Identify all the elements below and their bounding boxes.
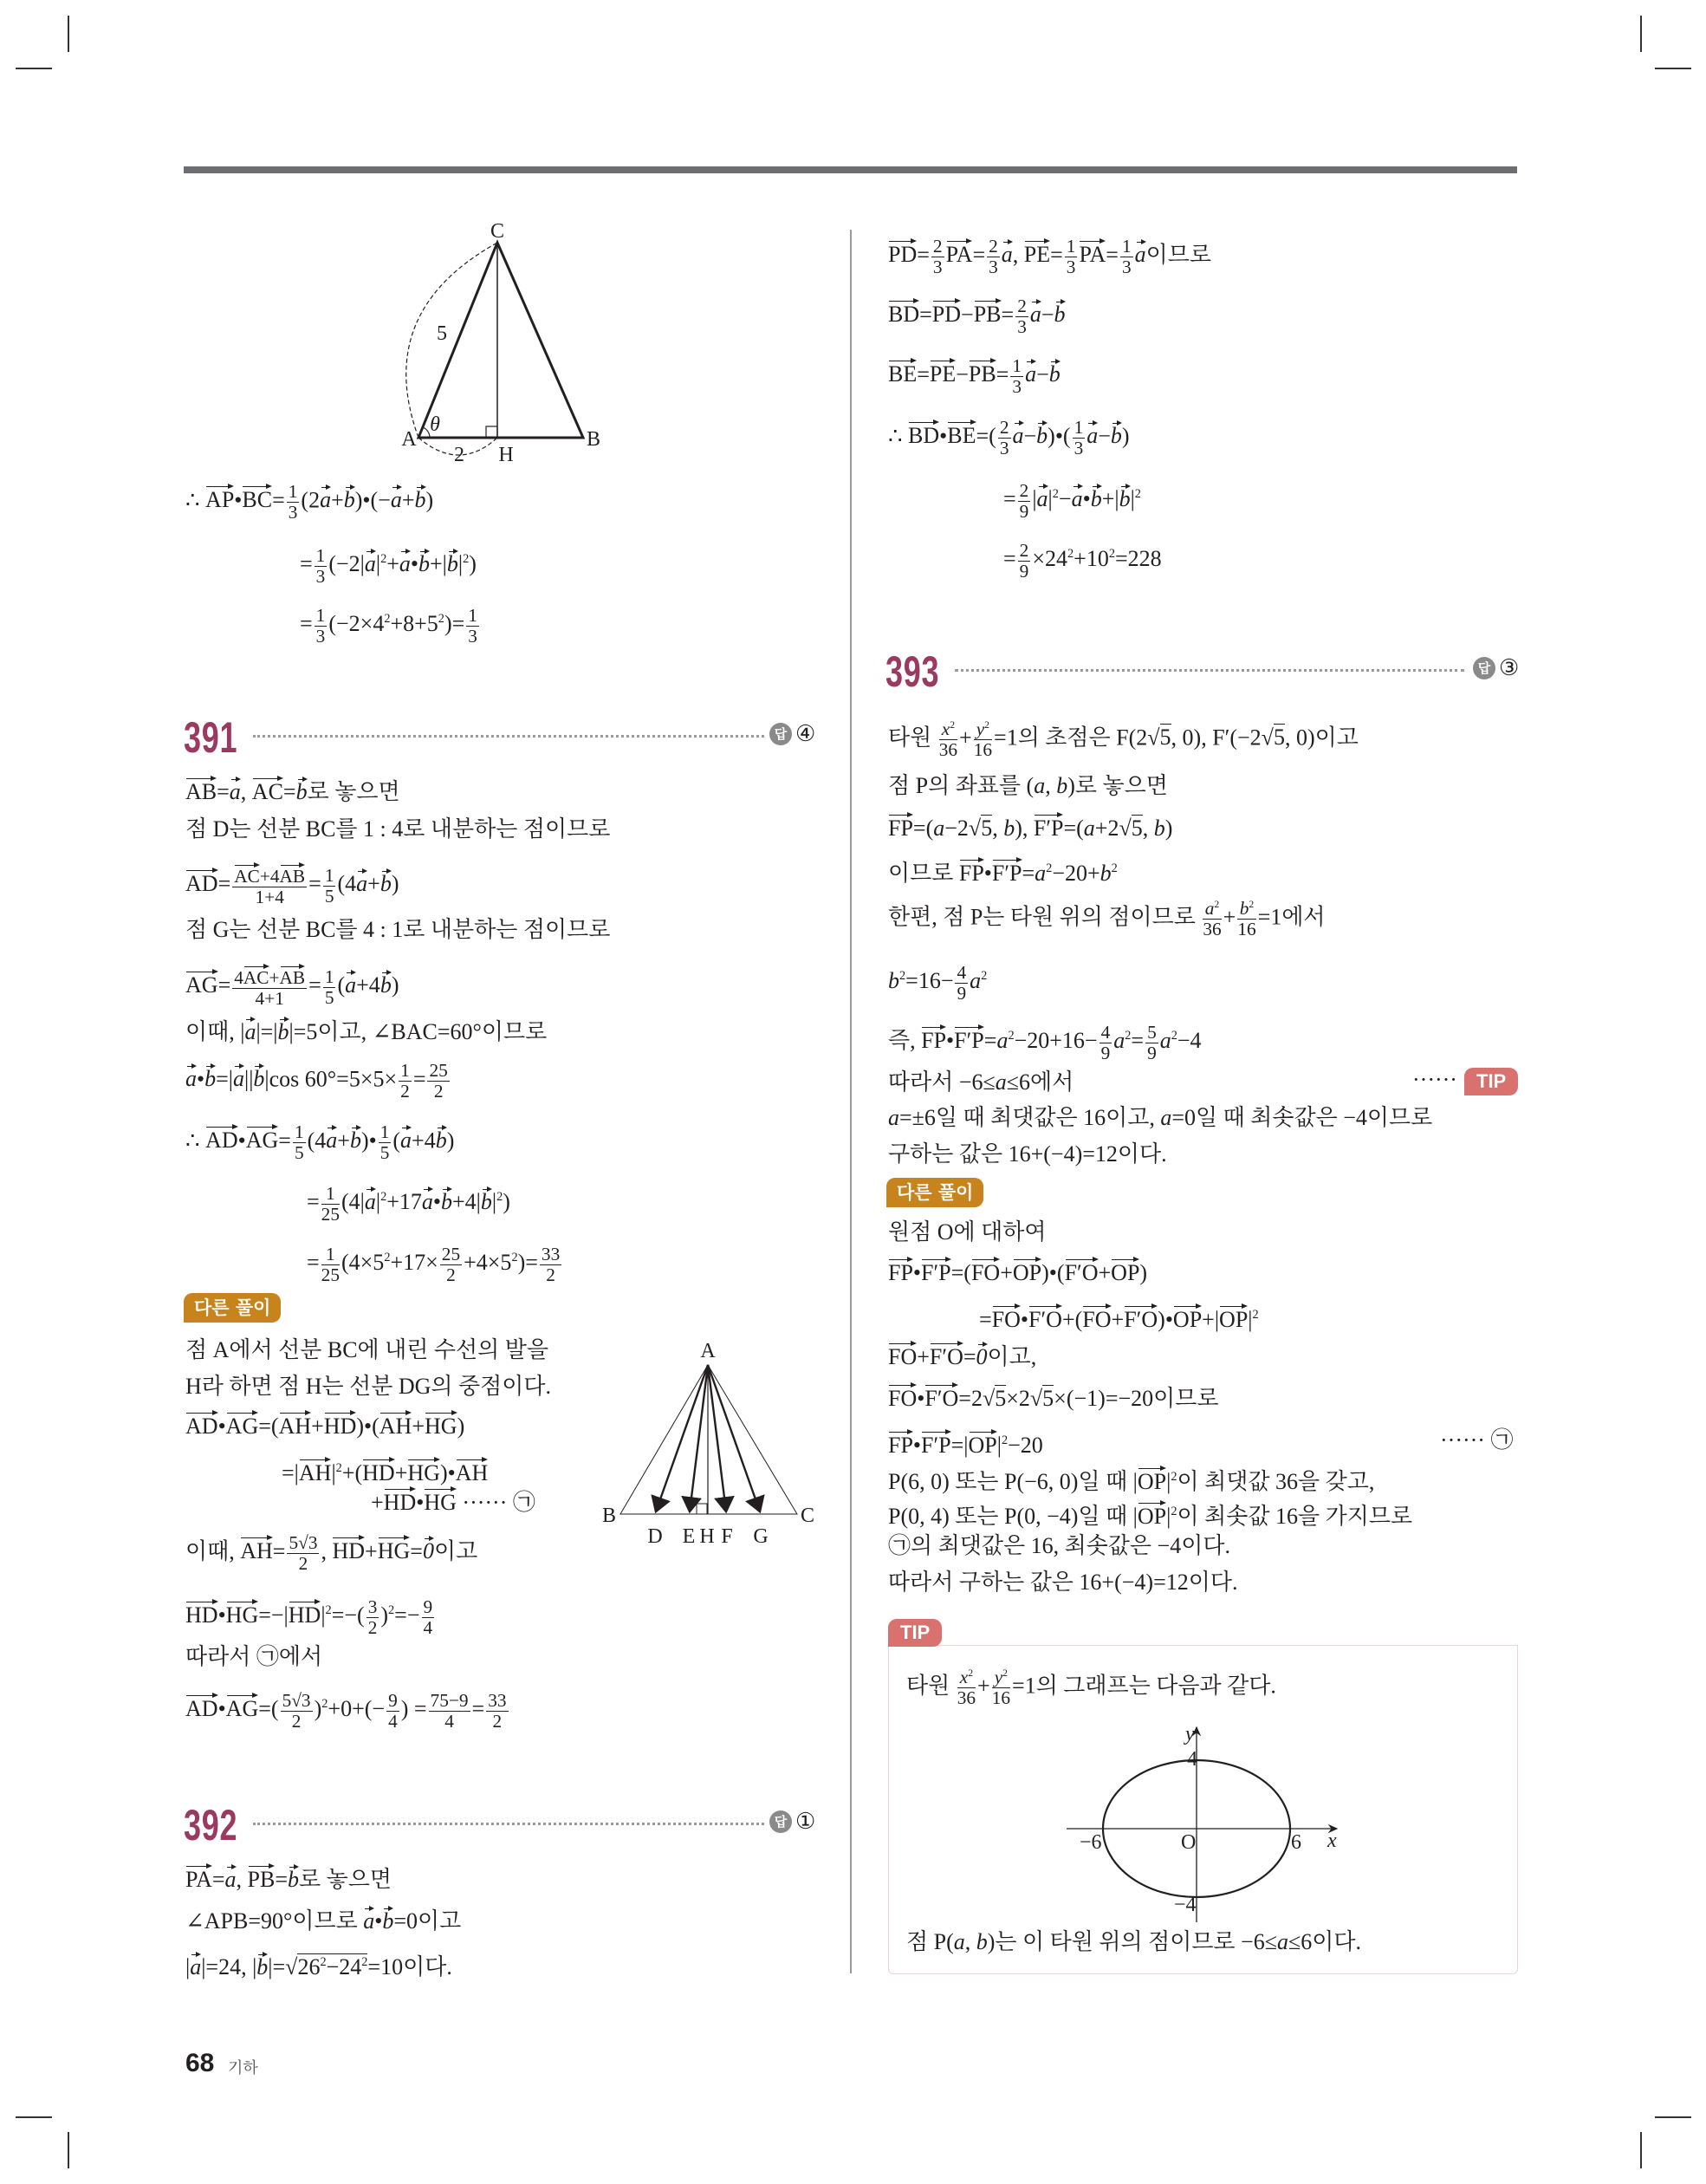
label-f: F xyxy=(721,1525,733,1548)
math-line: 점 P의 좌표를 (a, b)로 놓으면 xyxy=(888,773,1168,798)
label-h: H xyxy=(699,1525,715,1548)
math-line: $b^2=16-$ $\frac{4}{9}$ $a^2$ xyxy=(888,961,988,1004)
math-line: 타원 $\frac{x^2}{36}$ + $\frac{y^2}{16}$ =1의 초점은 F(2√5, 0), F′(−2√5, 0)이고 xyxy=(888,718,1359,761)
leader-dots xyxy=(253,735,764,738)
math-line: +HD•HG ······ ㉠ xyxy=(371,1490,535,1515)
x-axis-label: x xyxy=(1327,1830,1337,1852)
tick-label-6: 6 xyxy=(1291,1831,1301,1854)
math-line: 즉, $FP•F'P=a^2-20+16-$ $\frac{4}{9}$ $a^2=$ $\frac{5}{9}$ $a^2-4$ xyxy=(888,1021,1202,1063)
label-b: B xyxy=(586,428,601,451)
label-side-5: 5 xyxy=(437,322,447,345)
answer xyxy=(769,721,815,747)
math-line: BD=PD−PB= $\frac{2}{3}$ a−b xyxy=(888,296,1066,338)
math-line: P(0, 4) 또는 P(0, −4)일 때 $|OP|^2$이 최솟값 16을 가지므로 xyxy=(888,1504,1413,1529)
math-line: ∴ AP•BC= $\frac{1}{3}$ (2a+b)•(−a+b) xyxy=(185,481,434,523)
math-line: = $\frac{2}{9}$ $\times 24^2+10^2=228$ xyxy=(1003,539,1162,582)
math-line: ∠APB=90°이므로 a•b=0이고 xyxy=(185,1908,462,1934)
math-line: = $\frac{1}{3}$ $(-2\times 4^2+8+5^2)=$ $\frac{1}{3}$ xyxy=(300,604,477,647)
answer-value: ③ xyxy=(1499,655,1520,681)
math-line: P(6, 0) 또는 P(−6, 0)일 때 $|OP|^2$이 최댓값 36을 갖고, xyxy=(888,1469,1375,1494)
math-line: 따라서 −6≤a≤6에서 xyxy=(888,1069,1074,1095)
problem-number: 393 xyxy=(885,647,940,696)
answer xyxy=(769,1809,815,1835)
crop-mark xyxy=(16,68,52,69)
top-rule xyxy=(184,166,1517,173)
label-g: G xyxy=(753,1525,769,1548)
problem-header-393 xyxy=(885,647,1518,699)
answer-value: ④ xyxy=(795,721,816,747)
answer xyxy=(1473,655,1519,681)
math-line: |a|=24, $|b|=√26^2-24^2=10$이다. xyxy=(185,1954,452,1979)
tip-badge: TIP xyxy=(888,1619,942,1647)
math-line: 한편, 점 P는 타원 위의 점이므로 $\frac{a^2}{36}$ + $\frac{b^2}{16}$ =1에서 xyxy=(888,898,1326,940)
math-line: = $\frac{1}{25}$ ($4\times 5^2+17\times$ $\frac{25}{2}$ $+4\times 5^2)=$ $\frac{33}{2}$ xyxy=(307,1243,561,1285)
math-line: a•b=|a||b|cos 60°=5×5× $\frac{1}{2}$ = $\frac{25}{2}$ xyxy=(185,1060,448,1102)
math-line: BE=PE−PB= $\frac{1}{3}$ a−b xyxy=(888,355,1061,398)
math-line: H라 하면 점 H는 선분 DG의 중점이다. xyxy=(185,1374,551,1399)
math-line: FO+F′O=0이고, xyxy=(888,1344,1037,1369)
math-line: $=|AH|^2+(HD+HG)•AH$ xyxy=(282,1460,489,1485)
tick-label-neg6: −6 xyxy=(1080,1831,1102,1854)
answer-value: ① xyxy=(795,1809,816,1835)
section-name: 기하 xyxy=(228,2059,258,2077)
alt-solution-badge: 다른 풀이 xyxy=(184,1293,281,1323)
math-line: FO•F′O=2√5×2√5×(−1)=−20이므로 xyxy=(888,1386,1219,1411)
label-e: E xyxy=(682,1525,696,1548)
triangle-diagram xyxy=(401,220,600,466)
crop-mark xyxy=(1640,16,1642,52)
leader-dots xyxy=(253,1823,764,1825)
tip-badge: TIP xyxy=(1464,1068,1518,1095)
equation-marker: ······ ㉠ xyxy=(1440,1427,1514,1453)
math-line: 이때, AH= $\frac{5√3}{2}$ , HD+HG=0이고 xyxy=(185,1532,478,1575)
leader-dots xyxy=(955,669,1464,672)
math-line: 점 A에서 선분 BC에 내린 수선의 발을 xyxy=(185,1337,548,1362)
tick-label-neg4: −4 xyxy=(1174,1894,1197,1916)
answer-mark-icon: 답 xyxy=(1473,657,1495,679)
label-a: A xyxy=(700,1340,716,1362)
math-line: $HD•HG=-|HD|^2=-$( $\frac{3}{2}$ )$^2$=− $\frac{9}{4}$ xyxy=(185,1596,433,1638)
math-line: 따라서 구하는 값은 16+(−4)=12이다. xyxy=(888,1570,1238,1595)
answer-mark-icon: 답 xyxy=(769,723,792,745)
problem-number: 391 xyxy=(184,713,238,762)
problem-header-392 xyxy=(184,1800,816,1852)
tip-intro: 타원 $\frac{x^2}{36}$ + $\frac{y^2}{16}$ =1의 그래프는 다음과 같다. xyxy=(906,1667,1276,1709)
math-line: AD= $\frac{AC+4AB}{1+4}$ = $\frac{1}{5}$ (4a+b) xyxy=(185,864,399,908)
page-number: 68 xyxy=(185,2049,215,2077)
math-line: FP•F′P=(FO+OP)•(F′O+OP) xyxy=(888,1260,1148,1285)
column-divider xyxy=(850,230,852,1973)
math-line: ∴ BD•BE=( $\frac{2}{3}$ a−b)•( $\frac{1}{3}$ a−b) xyxy=(888,417,1130,459)
math-line: 이때, |a|=|b|=5이고, ∠BAC=60°이므로 xyxy=(185,1019,548,1044)
tick-label-4: 4 xyxy=(1187,1748,1197,1771)
label-c: C xyxy=(800,1505,815,1527)
math-line: = $\frac{1}{25}$ $(4|a|^2+17a•b+4|b|^2)$ xyxy=(307,1182,510,1225)
label-side-2: 2 xyxy=(454,444,464,466)
math-line: 원점 O에 대하여 xyxy=(888,1219,1047,1245)
math-line: PD= $\frac{2}{3}$ PA= $\frac{2}{3}$ a, PE= $\frac{1}{3}$ PA= $\frac{1}{3}$ a이므로 xyxy=(888,236,1211,278)
math-line: PA=a, PB=b로 놓으면 xyxy=(185,1867,392,1892)
alt-solution-badge: 다른 풀이 xyxy=(886,1178,983,1207)
origin-label: O xyxy=(1181,1831,1197,1854)
math-line: a=±6일 때 최댓값은 16이고, a=0일 때 최솟값은 −4이므로 xyxy=(888,1105,1433,1130)
crop-mark xyxy=(1640,2132,1642,2168)
math-line: = $\frac{2}{9}$ $|a|^2-a•b+|b|^2$ xyxy=(1003,479,1141,522)
triangle-arrows-diagram xyxy=(602,1340,814,1548)
right-angle-mark xyxy=(486,426,497,438)
math-line: = $\frac{1}{3}$ $(-2|a|^2+a•b+|b|^2)$ xyxy=(300,544,477,587)
problem-number: 392 xyxy=(184,1801,238,1849)
crop-mark xyxy=(16,2116,52,2118)
label-c: C xyxy=(490,220,505,243)
math-line: 점 G는 선분 BC를 4 : 1로 내분하는 점이므로 xyxy=(185,917,611,942)
math-line: AG= $\frac{4AC+AB}{4+1}$ = $\frac{1}{5}$ (a+4b) xyxy=(185,965,399,1010)
crop-mark xyxy=(1655,2116,1691,2118)
tip-conclusion: 점 P(a, b)는 이 타원 위의 점이므로 −6≤a≤6이다. xyxy=(906,1929,1362,1954)
math-line: 이므로 $FP•F'P=a^2-20+b^2$ xyxy=(888,861,1118,886)
crop-mark xyxy=(68,2132,69,2168)
tip-ref-dots: ······ xyxy=(1412,1067,1457,1092)
math-line: $FP•F'P=|OP|^2-20$ xyxy=(888,1433,1043,1458)
label-a: A xyxy=(401,428,417,451)
math-line: ∴ AD•AG= $\frac{1}{5}$ (4a+b)• $\frac{1}{5}$ (a+4b) xyxy=(185,1121,455,1164)
math-line: ㉠의 최댓값은 16, 최솟값은 −4이다. xyxy=(888,1533,1230,1558)
crop-mark xyxy=(1655,68,1691,69)
math-line: 구하는 값은 16+(−4)=12이다. xyxy=(888,1141,1167,1167)
math-line: AB=a, AC=b로 놓으면 xyxy=(185,779,400,804)
math-line: $=FO•F'O+(FO+F'O)•OP+|OP|^2$ xyxy=(979,1307,1259,1332)
label-b: B xyxy=(601,1505,617,1527)
math-line: 따라서 ㉠에서 xyxy=(185,1644,323,1669)
math-line: FP=(a−2√5, b), F′P=(a+2√5, b) xyxy=(888,816,1173,841)
y-axis-label: y xyxy=(1185,1723,1195,1745)
math-line: 점 D는 선분 BC를 1 : 4로 내분하는 점이므로 xyxy=(185,816,611,842)
label-h: H xyxy=(498,444,514,466)
math-line: AD•AG=(AH+HD)•(AH+HG) xyxy=(185,1414,465,1439)
math-line: AD•AG=( $\frac{5√3}{2}$ )$^2$+0+(− $\frac{9}{4}$ ) = $\frac{75-9}{4}$ = $\frac{33}{2}$ xyxy=(185,1689,507,1732)
answer-mark-icon: 답 xyxy=(769,1810,792,1833)
problem-header-391 xyxy=(184,712,816,764)
label-d: D xyxy=(647,1525,663,1548)
label-theta: θ xyxy=(430,413,440,436)
crop-mark xyxy=(68,16,69,52)
